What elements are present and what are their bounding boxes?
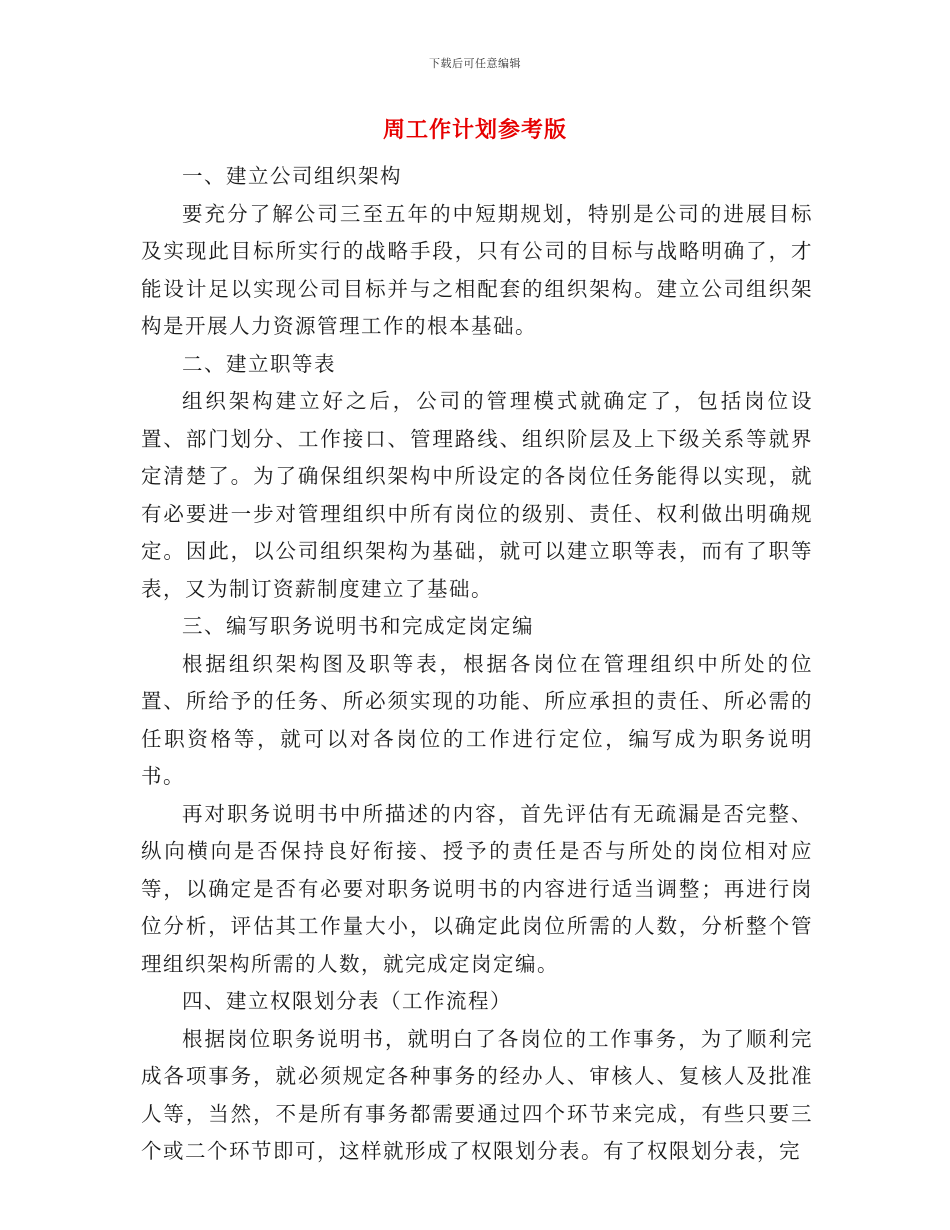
section-heading-3: 三、编写职务说明书和完成定岗定编 (182, 614, 534, 638)
paragraph: 根据组织架构图及职等表，根据各岗位在管理组织中所处的位置、所给予的任务、所必须实现的功能、所应承担的责任、所必需的任职资格等，就可以对各岗位的工作进行定位，编写成为职务说明书。 (141, 651, 813, 788)
header-note: 下载后可任意编辑 (429, 57, 521, 70)
document-body (141, 158, 813, 1171)
section-heading-1: 一、建立公司组织架构 (182, 164, 402, 188)
section-heading-4: 四、建立权限划分表（工作流程） (182, 989, 512, 1013)
paragraph: 要充分了解公司三至五年的中短期规划，特别是公司的进展目标及实现此目标所实行的战略手段，只有公司的目标与战略明确了，才能设计足以实现公司目标并与之相配套的组织架构。建立公司组织架构是开展人力资源管理工作的根本基础。 (141, 201, 813, 338)
section-heading-2: 二、建立职等表 (182, 351, 336, 376)
paragraph: 根据岗位职务说明书，就明白了各岗位的工作事务，为了顺利完成各项事务，就必须规定各种事务的经办人、审核人、复核人及批准人等，当然，不是所有事务都需要通过四个环节来完成，有些只要三个或二个环节即可，这样就形成了权限划分表。有了权限划分表，完 (141, 1026, 813, 1163)
paragraph: 组织架构建立好之后，公司的管理模式就确定了，包括岗位设置、部门划分、工作接口、管理路线、组织阶层及上下级关系等就界定清楚了。为了确保组织架构中所设定的各岗位任务能得以实现，就有必要进一步对管理组织中所有岗位的级别、责任、权利做出明确规定。因此，以公司组织架构为基础，就可以建立职等表，而有了职等表，又为制订资薪制度建立了基础。 (141, 389, 813, 601)
document-title: 周工作计划参考版 (382, 118, 567, 143)
paragraph: 再对职务说明书中所描述的内容，首先评估有无疏漏是否完整、纵向横向是否保持良好衔接、授予的责任是否与所处的岗位相对应等，以确定是否有必要对职务说明书的内容进行适当调整；再进行岗位分析，评估其工作量大小，以确定此岗位所需的人数，分析整个管理组织架构所需的人数，就完成定岗定编。 (141, 801, 813, 976)
